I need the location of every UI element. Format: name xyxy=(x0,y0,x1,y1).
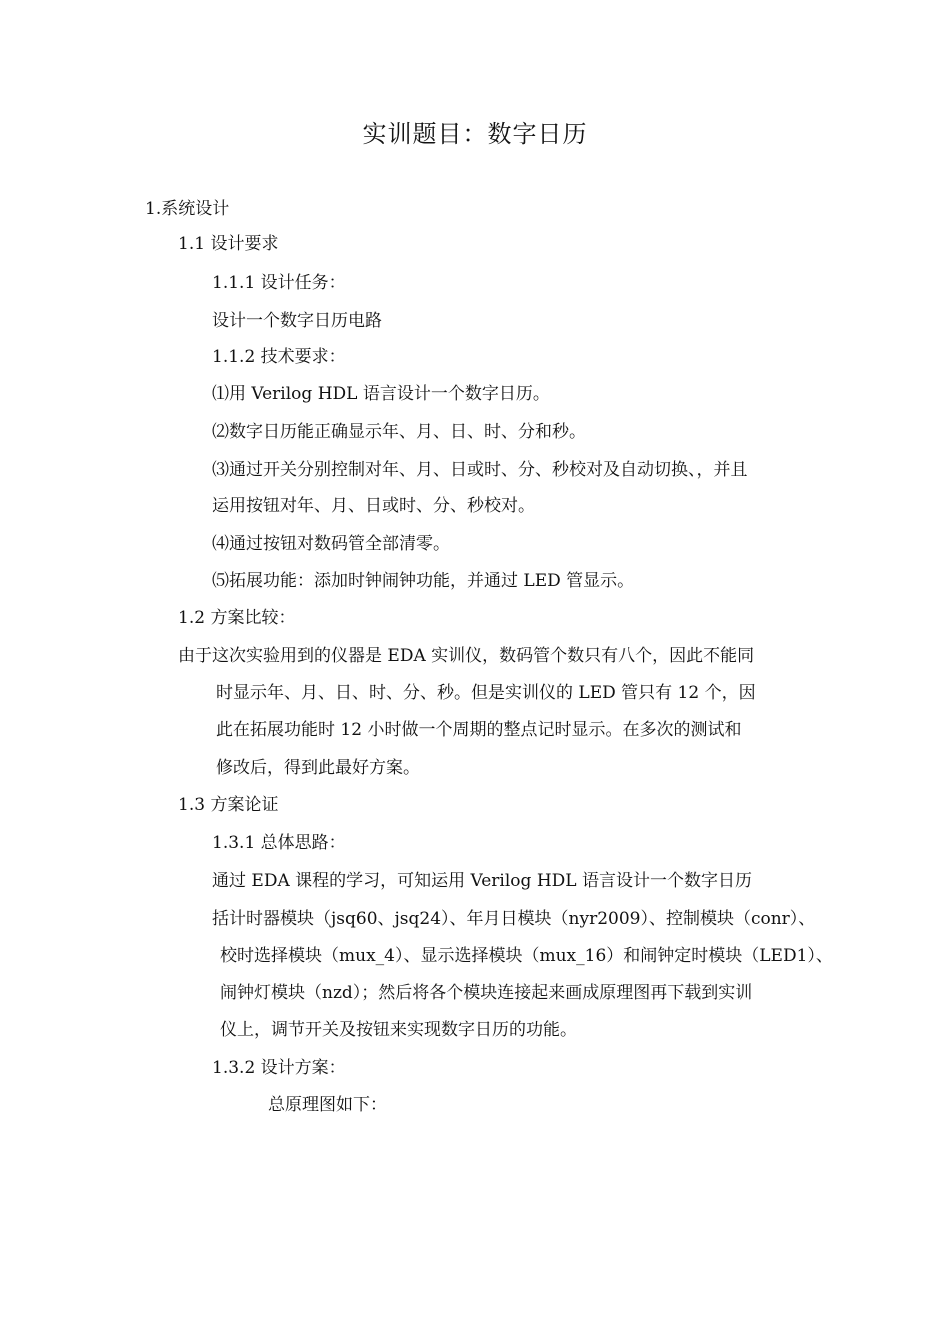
comparison-paragraph-line: 由于这次实验用到的仪器是 EDA 实训仪，数码管个数只有八个，因此不能同 xyxy=(178,646,755,666)
schematic-caption: 总原理图如下： xyxy=(268,1095,387,1115)
requirement-line: ⑸拓展功能：添加时钟闹钟功能，并通过 LED 管显示。 xyxy=(212,571,635,591)
overall-idea-line: 闹钟灯模块（nzd）；然后将各个模块连接起来画成原理图再下载到实训 xyxy=(220,983,753,1003)
design-task-text: 设计一个数字日历电路 xyxy=(212,311,382,331)
overall-idea-line: 通过 EDA 课程的学习，可知运用 Verilog HDL 语言设计一个数字日历 xyxy=(212,871,752,891)
comparison-paragraph-line: 此在拓展功能时 12 小时做一个周期的整点记时显示。在多次的测试和 xyxy=(216,720,742,740)
subsection-heading-scheme-argument: 1.3 方案论证 xyxy=(178,795,279,815)
overall-idea-line: 校时选择模块（mux_4）、显示选择模块（mux_16）和闹钟定时模块（LED1）、 xyxy=(220,946,833,966)
subsection-heading-scheme-comparison: 1.2 方案比较： xyxy=(178,608,296,628)
requirement-line: ⑵数字日历能正确显示年、月、日、时、分和秒。 xyxy=(212,422,586,442)
item-heading-technical-requirements: 1.1.2 技术要求： xyxy=(212,347,346,367)
item-heading-design-task: 1.1.1 设计任务： xyxy=(212,273,346,293)
section-heading-system-design: 1.系统设计 xyxy=(145,199,230,219)
overall-idea-line: 括计时器模块（jsq60、jsq24）、年月日模块（nyr2009）、控制模块（conr）、 xyxy=(212,909,816,929)
item-heading-design-scheme: 1.3.2 设计方案： xyxy=(212,1058,346,1078)
comparison-paragraph-line: 时显示年、月、日、时、分、秒。但是实训仪的 LED 管只有 12 个，因 xyxy=(216,683,756,703)
requirement-line: ⑷通过按钮对数码管全部清零。 xyxy=(212,534,450,554)
item-heading-overall-idea: 1.3.1 总体思路： xyxy=(212,833,346,853)
comparison-paragraph-line: 修改后，得到此最好方案。 xyxy=(216,758,420,778)
document-title: 实训题目：数字日历 xyxy=(362,120,588,148)
subsection-heading-design-requirements: 1.1 设计要求 xyxy=(178,234,279,254)
requirement-line: ⑴用 Verilog HDL 语言设计一个数字日历。 xyxy=(212,384,550,404)
requirement-line: 运用按钮对年、月、日或时、分、秒校对。 xyxy=(212,496,535,516)
requirement-line: ⑶通过开关分别控制对年、月、日或时、分、秒校对及自动切换、，并且 xyxy=(212,460,748,480)
overall-idea-line: 仪上，调节开关及按钮来实现数字日历的功能。 xyxy=(220,1020,577,1040)
